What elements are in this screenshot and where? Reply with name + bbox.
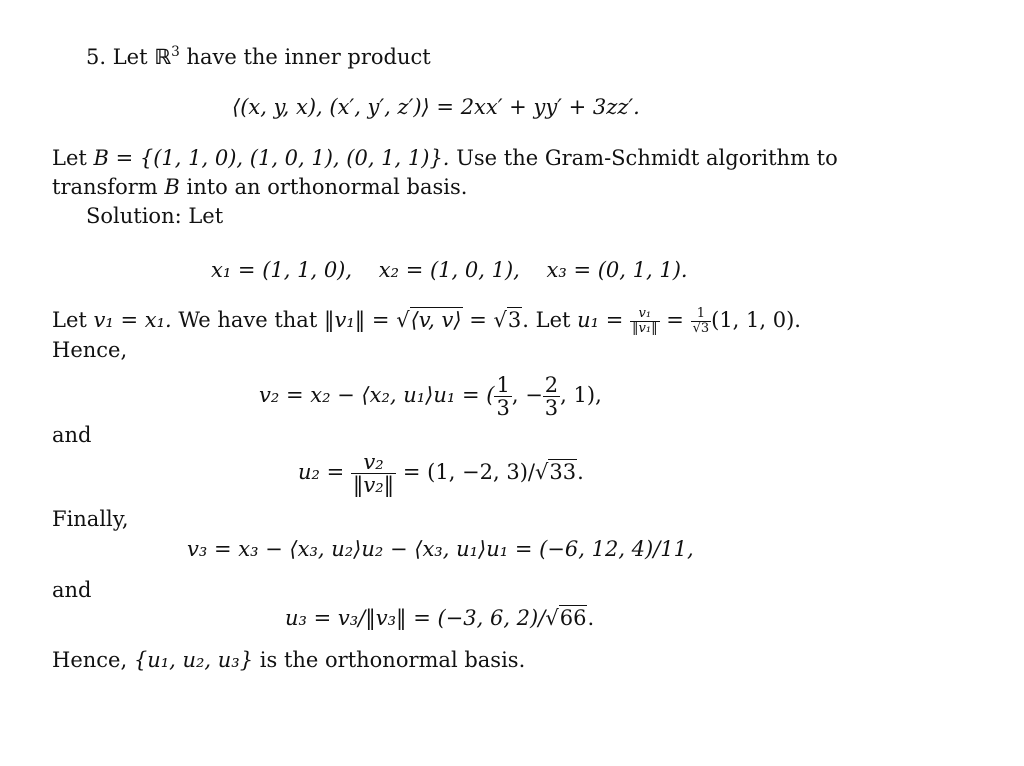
basis-set: B = {(1, 1, 0), (1, 0, 1), (0, 1, 1)}. (93, 146, 450, 170)
conclusion-set: {u₁, u₂, u₃} (133, 648, 254, 672)
v2-equation: v₂ = x₂ − ⟨x₂, u₁⟩u₁ = ( $\frac{1}{3}$ , − $\frac{2}{3}$ , 1), (259, 373, 602, 421)
basis-definition-line (52, 144, 838, 172)
problem-header (86, 38, 431, 71)
u3-equation: u₃ = v₃/‖v₃‖ = (−3, 6, 2)/√66. (285, 606, 595, 630)
and-label-2: and (52, 578, 92, 602)
and-label-1: and (52, 423, 92, 447)
basis-prefix: Let (52, 146, 87, 170)
vector-definitions: x₁ = (1, 1, 0), x₂ = (1, 0, 1), x₃ = (0, 1, 1). (211, 258, 688, 282)
conclusion-suffix: is the orthonormal basis. (259, 648, 526, 672)
v1-prefix: Let (52, 308, 87, 332)
task-variable: B (164, 175, 180, 199)
problem-intro: Let (112, 45, 148, 69)
u1-expression: u₁ = $\frac{\text{v₁}}{\text{‖v₁‖}}$ = $\frac{1}{√3}$ (1, 1, 0). (577, 306, 801, 336)
norm-line (52, 306, 801, 336)
problem-number: 5. (86, 45, 107, 69)
basis-suffix: Use the Gram-Schmidt algorithm to (456, 146, 838, 170)
conclusion-prefix: Hence, (52, 648, 128, 672)
inner-product-formula: ⟨(x, y, x), (x′, y′, z′)⟩ = 2xx′ + yy′ + 3zz′. (232, 95, 640, 119)
solution-label: Solution: Let (86, 204, 224, 228)
u2-equation: u₂ = $\frac{\text{v₂}}{\text{‖v₂‖}}$ = (1, −2, 3)/√33. (298, 450, 584, 498)
u1-prefix: . Let (522, 308, 571, 332)
hence-label: Hence, (52, 338, 128, 362)
real-space-symbol: ℝ$^3$ (154, 44, 180, 69)
v1-definition: v₁ = x₁. (93, 308, 172, 332)
task-suffix: into an orthonormal basis. (186, 175, 468, 199)
finally-label: Finally, (52, 507, 129, 531)
task-line (52, 173, 467, 201)
norm-prefix: We have that (178, 308, 318, 332)
norm-expression: ‖v₁‖ = √⟨v, v⟩ = √3 (323, 308, 522, 332)
problem-intro-rest: have the inner product (186, 45, 431, 69)
conclusion-line (52, 646, 525, 674)
task-prefix: transform (52, 175, 158, 199)
v3-equation: v₃ = x₃ − ⟨x₃, u₂⟩u₂ − ⟨x₃, u₁⟩u₁ = (−6, 12, 4)/11, (187, 537, 694, 561)
